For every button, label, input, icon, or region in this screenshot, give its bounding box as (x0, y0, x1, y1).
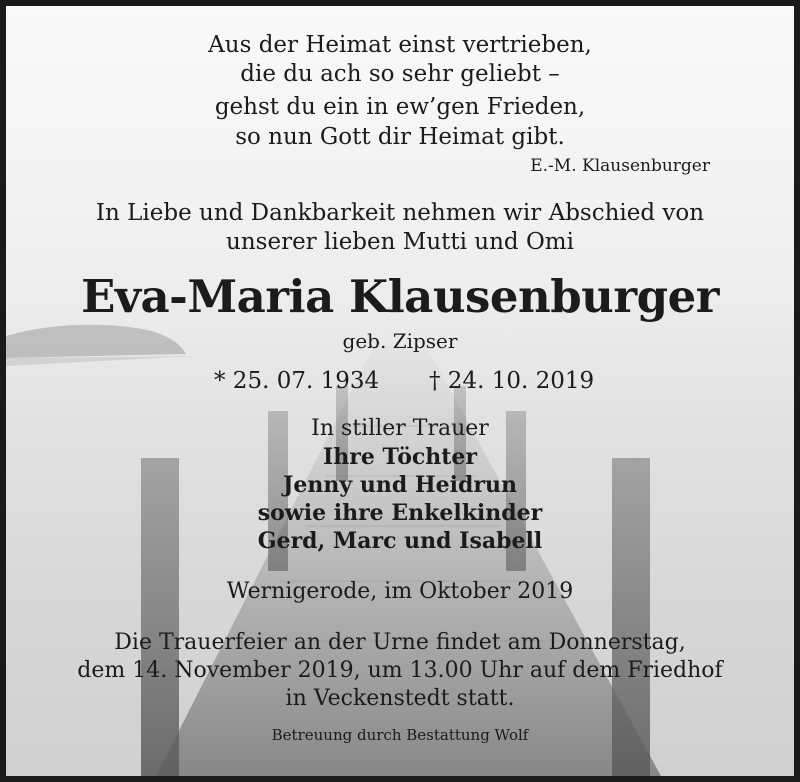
deceased-name: Eva-Maria Klausenburger (81, 270, 719, 323)
poem-line: Aus der Heimat einst vertrieben, (208, 32, 592, 58)
intro-line: In Liebe und Dankbarkeit nehmen wir Abschied von (95, 200, 705, 226)
funeral-info-line: in Veckenstedt statt. (285, 686, 515, 711)
mourner-line: Jenny und Heidrun (283, 472, 517, 498)
poem-line: gehst du ein in ew’gen Frieden, (214, 94, 586, 120)
place-and-date: Wernigerode, im Oktober 2019 (226, 579, 574, 604)
funeral-info-line: Die Trauerfeier an der Urne findet am Donnerstag, (114, 630, 686, 655)
birth-name: geb. Zipser (342, 329, 458, 353)
death-date: † 24. 10. 2019 (429, 368, 595, 394)
mourning-heading: In stiller Trauer (311, 416, 489, 441)
poem-line: die du ach so sehr geliebt – (240, 61, 560, 87)
mourner-line: sowie ihre Enkelkinder (257, 500, 543, 526)
intro-line: unserer lieben Mutti und Omi (226, 229, 574, 255)
poem-line: so nun Gott dir Heimat gibt. (235, 124, 565, 150)
funeral-info-line: dem 14. November 2019, um 13.00 Uhr auf dem Friedhof (77, 658, 723, 683)
birth-date: * 25. 07. 1934 (214, 368, 380, 394)
poem-author: E.-M. Klausenburger (530, 156, 710, 176)
undertaker-note: Betreuung durch Bestattung Wolf (271, 726, 529, 744)
mourner-line: Ihre Töchter (322, 444, 478, 470)
mourner-line: Gerd, Marc und Isabell (257, 528, 543, 554)
